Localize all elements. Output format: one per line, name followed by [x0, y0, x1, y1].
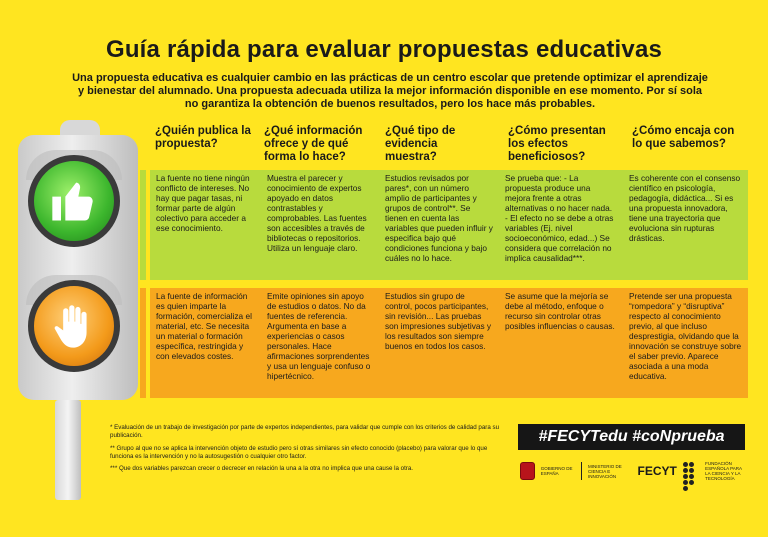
gobierno-label: GOBIERNO DE ESPAÑA: [540, 466, 573, 476]
column-header-efectos: ¿Cómo presentan los efectos beneficiosos?: [508, 125, 606, 163]
footnote-3: *** Que dos variables parezcan crecer o decrecer en relación la una a la otra no implica que una cause la otra.: [110, 465, 414, 473]
fecyt-subtitle: FUNDACIÓN ESPAÑOLA PARA LA CIENCIA Y LA TECNOLOGÍA: [705, 461, 742, 481]
column-header-quien: ¿Quién publica la propuesta?: [155, 125, 251, 150]
orange-row-tab: [140, 288, 146, 398]
orange-lamp: [28, 280, 120, 372]
green-lamp: [28, 155, 120, 247]
page-title: Guía rápida para evaluar propuestas educativas: [105, 36, 663, 63]
green-cell-tipo-evidencia: Estudios revisados por pares*, con un número amplio de participantes y grupos de control**. Se tienen en cuenta las variables que pueden influir y especifica bajo qué condiciones funciona y bajo cuáles no lo hace.: [379, 170, 499, 280]
logo-divider: [581, 462, 582, 480]
orange-cell-encaja: Pretende ser una propuesta “rompedora” y “disruptiva” respecto al conocimiento previo, al que incluso desprestigia, olvidando que la innovación se construye sobre el saber previo. Aparece asociada a una moda educativa.: [623, 288, 748, 398]
ministerio-label: MINISTERIO DE CIENCIA E INNOVACIÓN: [588, 463, 622, 479]
footnotes: [110, 424, 510, 477]
footnote-1: * Evaluación de un trabajo de investigación por parte de expertos independientes, para validar que cumple con los criterios de calidad para su publicación.: [110, 424, 500, 440]
orange-cell-que-informacion: Emite opiniones sin apoyo de estudios o datos. No da fuentes de referencia. Argumenta en base a experiencias o casos personales. Hace afirmaciones sorprendentes y usa un lenguaje confuso o hipertécnico.: [261, 288, 380, 398]
stop-hand-icon: [48, 300, 100, 352]
green-row-tab: [140, 170, 146, 280]
column-header-encaja: ¿Cómo encaja con lo que sabemos?: [632, 125, 735, 150]
thumbs-up-icon: [48, 175, 100, 227]
green-cell-encaja: Es coherente con el consenso científico en psicología, pedagogía, didáctica... Si es una propuesta innovadora, tiene una trayectoria que evoluciona sin rupturas drásticas.: [623, 170, 748, 280]
column-header-tipo-evidencia: ¿Qué tipo de evidencia muestra?: [385, 125, 456, 163]
spain-coat-of-arms-icon: [520, 462, 535, 480]
hashtag-banner: #FECYTedu #coNprueba: [518, 424, 745, 450]
fecyt-mark-icon: [683, 462, 699, 480]
green-cell-efectos: Se prueba que: - La propuesta produce una mejora frente a otras alternativas o no hacer nada. - El efecto no se debe a otras variables (Ej. nivel socioeconómico, edad...) Se considera que correlación no implica causalidad***.: [499, 170, 623, 280]
orange-cell-efectos: Se asume que la mejoría se debe al método, enfoque o recurso sin controlar otras posibles influencias o causas.: [499, 288, 623, 398]
orange-cell-tipo-evidencia: Estudios sin grupo de control, pocos participantes, sin revisión... Las pruebas son impresiones subjetivas y los resultados son siempre buenos en todos los casos.: [379, 288, 499, 398]
traffic-light-pole: [55, 400, 81, 500]
green-cell-que-informacion: Muestra el parecer y conocimiento de expertos apoyado en datos contrastables y comprobables. Las fuentes son accesibles a través de bibliotecas o repositorios. Utiliza un lenguaje claro.: [261, 170, 380, 280]
intro-text: Una propuesta educativa es cualquier cambio en las prácticas de un centro escolar que pretende optimizar el aprendizaje y bienestar del alumnado. Una propuesta adecuada utiliza la mejor información disponible en ese momento. Por sí sola no garantiza la obtención de buenos resultados, pero los hace más probables.: [72, 72, 708, 110]
column-header-que-informacion: ¿Qué información ofrece y de qué forma lo hace?: [264, 125, 363, 163]
green-cell-quien: La fuente no tiene ningún conflicto de intereses. No hay que pagar tasas, ni formar parte de algún colectivo para acceder a ese conocimiento.: [150, 170, 262, 280]
footnote-2: ** Grupo al que no se aplica la intervención objeto de estudio pero sí otras similares sin efecto conocido (placebo) para valorar que lo que funciona es la intervención y no la autosugestión o cualquier otro factor.: [110, 444, 488, 460]
fecyt-logo-text: FECYT: [637, 463, 677, 478]
orange-cell-quien: La fuente de información es quien imparte la formación, comercializa el material, etc. Se necesita un material o formación específica, restringida y con elevados costes.: [150, 288, 262, 398]
logo-bar: [520, 458, 745, 484]
